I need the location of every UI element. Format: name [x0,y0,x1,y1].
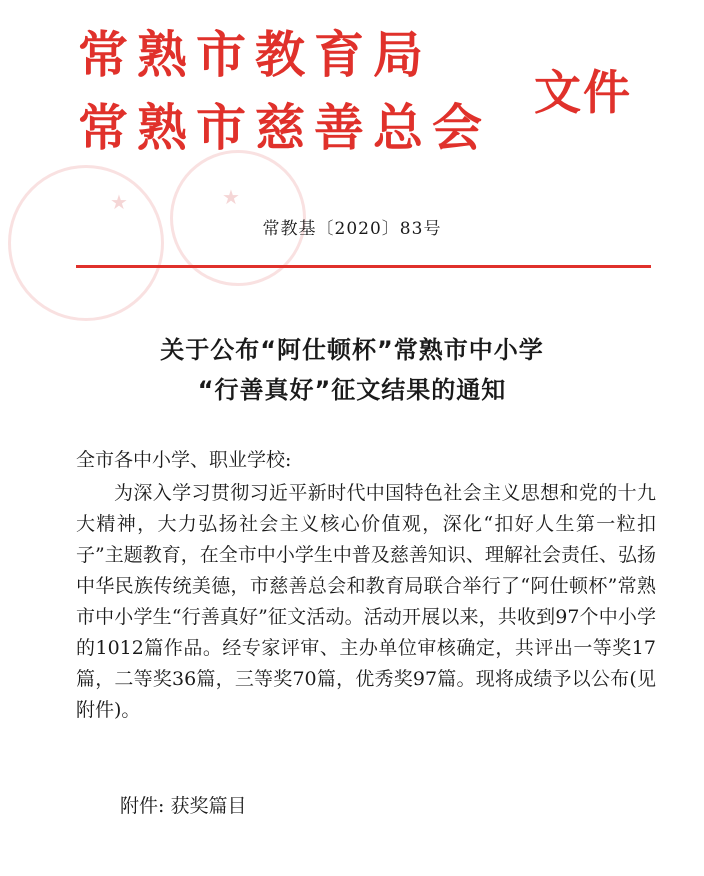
notice-title-line1: 关于公布“阿仕顿杯”常熟市中小学 [160,336,544,364]
issuer-education-bureau: 常熟市教育局 [78,26,432,84]
document-number: 常教基〔2020〕83号 [262,219,442,239]
attachment-note: 附件: 获奖篇目 [120,795,247,817]
seal-stamp-left [8,165,164,321]
notice-title-line2: “行善真好”征文结果的通知 [197,376,507,404]
document-type-label: 文件 [534,66,632,121]
seal-mark: ★ [110,190,128,214]
body-paragraph: 为深入学习贯彻习近平新时代中国特色社会主义思想和党的十九大精神，大力弘扬社会主义核心价值观，深化“扣好人生第一粒扣子”主题教育，在全市中小学生中普及慈善知识、理解社会责任、弘扬中华民族传统美德，市慈善总会和教育局联合举行了“阿仕顿杯”常熟市中小学生“行善真好”征文活动。活动开展以来，共收到97个中小学的1012篇作品。经专家评审、主办单位审核确定，共评出一等奖17篇，二等奖36篇，三等奖70篇，优秀奖97篇。现将成绩予以公布(见附件)。 [76,482,656,721]
issuer-charity-federation: 常熟市慈善总会 [78,99,491,157]
salutation: 全市各中小学、职业学校: [76,449,292,471]
seal-mark: ★ [222,185,240,209]
red-divider-line [76,265,651,268]
